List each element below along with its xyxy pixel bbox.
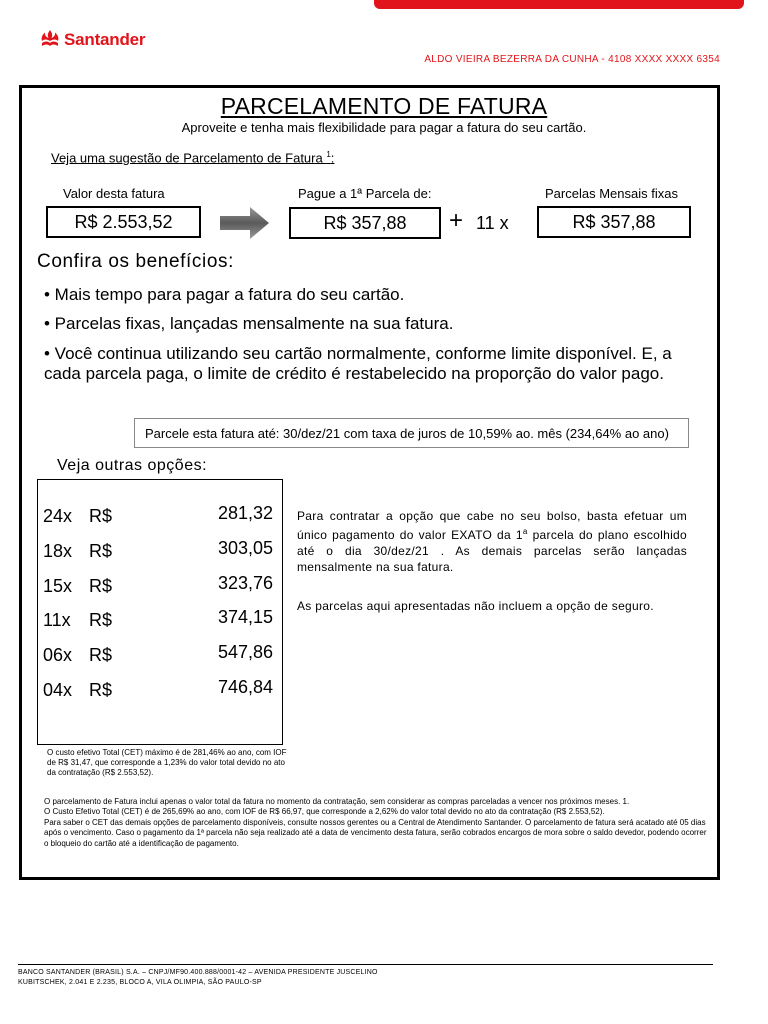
option-row: 18x R$ 303,05 — [43, 538, 273, 561]
brand-name: Santander — [64, 30, 146, 49]
options-heading: Veja outras opções: — [57, 457, 208, 474]
top-accent-bar — [374, 0, 744, 9]
footer-address: BANCO SANTANDER (BRASIL) S.A. – CNPJ/MF90.400.888/0001-42 – AVENIDA PRESIDENTE JUSCELINO KUBITSCHEK, 2.041 E 2.235, BLOCO A, VILA OLIMPIA, SÃO PAULO-SP — [18, 969, 378, 986]
page-title: PARCELAMENTO DE FATURA — [220, 93, 548, 119]
option-row: 04x R$ 746,84 — [43, 677, 273, 700]
insurance-note: As parcelas aqui apresentadas não incluem a opção de seguro. — [297, 599, 654, 613]
fine-print — [44, 797, 709, 849]
account-holder: ALDO VIEIRA BEZERRA DA CUNHA - 4108 XXXX XXXX 6354 — [424, 54, 720, 65]
fine-print-line: O Custo Efetivo Total (CET) é de 265,69% ao ano, com IOF de R$ 66,97, que corresponde a 2,62% do valor total devido no ato da contratação (R$ 2.553,52). — [44, 807, 605, 817]
option-row: 06x R$ 547,86 — [43, 642, 273, 665]
option-row: 24x R$ 281,32 — [43, 503, 273, 526]
fine-print-line: Para saber o CET das demais opções de parcelamento disponíveis, consulte nossos gerentes ou a Central de Atendimento Santander. O parcelamento de fatura será acatado até 05 dias após o vencimento. Caso o pagamento da 1ª parcela não seja realizado até a data de vencimento desta fatura, serão cobrados encargos de mora sobre o saldo devedor, podendo ocorrer o bloqueio do cartão até a identificação de pagamento. — [44, 817, 707, 848]
first-installment-box: R$ 357,88 — [289, 207, 441, 239]
plus-sign: + — [449, 207, 464, 234]
fixed-installments-box: R$ 357,88 — [537, 206, 691, 238]
footer-divider — [18, 964, 713, 965]
fine-print-line: O parcelamento de Fatura inclui apenas o valor total da fatura no momento da contratação, sem considerar as compras parceladas a vencer nos próximos meses. 1. — [44, 797, 630, 806]
cet-note: O custo efetivo Total (CET) máximo é de 281,46% ao ano, com IOF de R$ 31,47, que corresponde a 1,23% do valor total devido no ato da contratação (R$ 2.553,52). — [47, 748, 287, 777]
santander-logo — [40, 28, 145, 52]
option-row: 11x R$ 374,15 — [43, 607, 273, 630]
suggestion-text: Veja uma sugestão de Parcelamento de Fatura $^1$: — [51, 150, 335, 166]
benefit-item: • Mais tempo para pagar a fatura do seu cartão. — [44, 285, 405, 304]
interest-rate-note: Parcele esta fatura até: 30/dez/21 com taxa de juros de 10,59% ao. mês (234,64% ao ano) — [134, 418, 689, 448]
invoice-value-label: Valor desta fatura — [63, 186, 165, 201]
arrow-right-icon — [220, 206, 270, 240]
contract-instructions: Para contratar a opção que cabe no seu bolso, basta efetuar um único pagamento do valor EXATO da 1$^a$ parcela do plano escolhido até o dia 30/dez/21 . As demais parcelas serão lançadas mensalmente na sua fatura. — [297, 509, 687, 574]
installment-count: 11 x — [476, 213, 509, 233]
first-installment-label: Pague a 1ª Parcela de: — [298, 186, 432, 201]
page-subtitle: Aproveite e tenha mais flexibilidade para pagar a fatura do seu cartão. — [181, 120, 587, 135]
invoice-value-box: R$ 2.553,52 — [46, 206, 201, 238]
benefit-item: • Parcelas fixas, lançadas mensalmente na sua fatura. — [44, 314, 454, 333]
benefit-item: • Você continua utilizando seu cartão normalmente, conforme limite disponível. E, a cada parcela paga, o limite de crédito é restabelecido na proporção do valor pago. — [44, 344, 672, 383]
flame-icon — [40, 29, 60, 51]
option-row: 15x R$ 323,76 — [43, 573, 273, 596]
fixed-installments-label: Parcelas Mensais fixas — [545, 186, 678, 201]
benefits-heading: Confira os benefícios: — [37, 251, 234, 272]
